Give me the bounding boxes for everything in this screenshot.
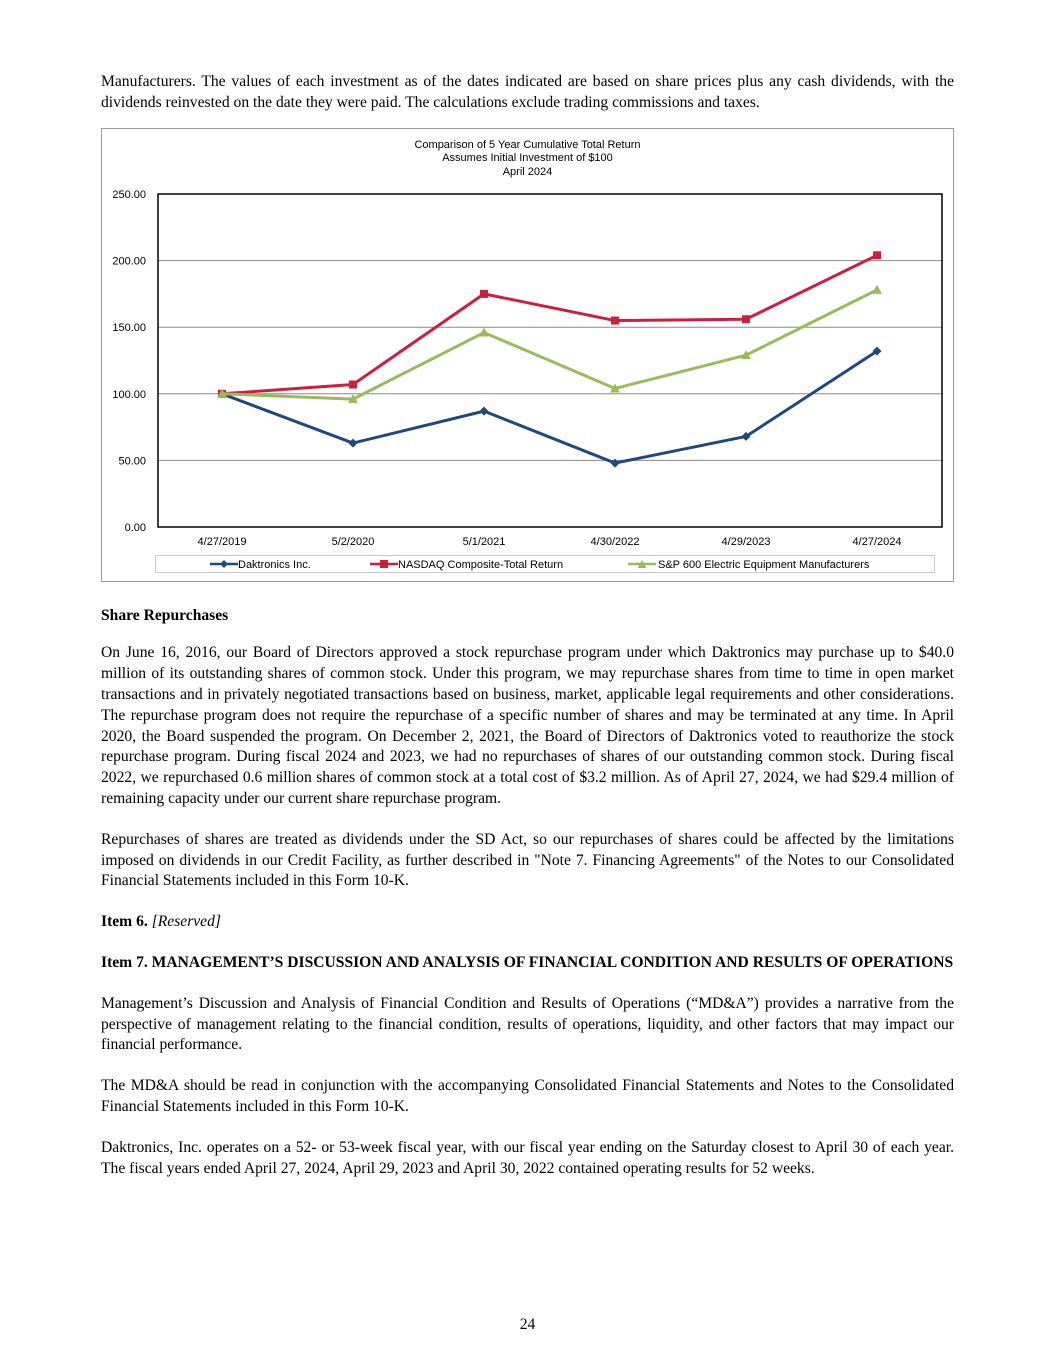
share-repurchases-heading: Share Repurchases bbox=[101, 606, 229, 624]
share-repurchases-paragraph-1: On June 16, 2016, our Board of Directors approved a stock repurchase program under which Daktronics may purchase up to $40.0 million of its outstanding shares of common stock. Under this program, we may repurchase shares from time to time in open market transactions and in privately negotiated transactions based on business, market, applicable legal requirements and other considerations. The repurchase program does not require the repurchase of a specific number of shares and may be terminated at any time. In April 2020, the Board suspended the program. On December 2, 2021, the Board of Directors of Daktronics voted to reauthorize the stock repurchase program. During fiscal 2024 and 2023, we had no repurchases of shares of our outstanding common stock. During fiscal 2022, we repurchased 0.6 million shares of common stock at a total cost of $3.2 million. As of April 27, 2024, we had $29.4 million of remaining capacity under our current share repurchase program. bbox=[101, 644, 954, 807]
data-point bbox=[480, 406, 489, 415]
series-line-1 bbox=[222, 255, 877, 394]
legend-label-daktronics: Daktronics Inc. bbox=[238, 558, 311, 571]
item-6 bbox=[101, 912, 954, 933]
data-point bbox=[872, 284, 882, 293]
y-tick-label: 250.00 bbox=[112, 188, 146, 201]
x-tick-label: 4/27/2024 bbox=[852, 535, 902, 548]
legend-swatch-daktronics bbox=[210, 558, 240, 570]
mdna-paragraph-3: Daktronics, Inc. operates on a 52- or 53-week fiscal year, with our fiscal year ending on the Saturday closest to April 30 of each year. The fiscal years ended April 27, 2024, April 29, 2023 and April 30, 2022 contained operating results for 52 weeks. bbox=[101, 1138, 954, 1177]
data-point bbox=[873, 251, 881, 259]
share-repurchases-paragraph-2: Repurchases of shares are treated as dividends under the SD Act, so our repurchases of shares could be affected by the limitations imposed on dividends in our Credit Facility, as further described in "Note 7. Financing Agreements" of the Notes to our Consolidated Financial Statements included in this Form 10-K. bbox=[101, 830, 954, 890]
legend-label-sp600: S&P 600 Electric Equipment Manufacturers bbox=[658, 558, 870, 571]
chart-title-line-2: Assumes Initial Investment of $100 bbox=[442, 152, 613, 165]
data-point bbox=[349, 438, 358, 447]
document-page bbox=[101, 72, 954, 1199]
chart-legend bbox=[155, 555, 935, 573]
data-point bbox=[349, 380, 357, 388]
data-point bbox=[611, 316, 619, 324]
legend-swatch-sp600 bbox=[628, 558, 658, 570]
mdna-paragraph-2: The MD&A should be read in conjunction with the accompanying Consolidated Financial Statements and Notes to the Consolidated Financial Statements included in this Form 10-K. bbox=[101, 1077, 954, 1115]
y-tick-label: 0.00 bbox=[124, 521, 146, 534]
chart-title-line-3: April 2024 bbox=[502, 165, 553, 178]
x-tick-label: 4/29/2023 bbox=[721, 535, 771, 548]
item-6-text: [Reserved] bbox=[151, 913, 221, 931]
data-point bbox=[480, 289, 488, 297]
data-point bbox=[479, 327, 489, 336]
x-tick-label: 5/2/2020 bbox=[331, 535, 375, 548]
y-tick-label: 150.00 bbox=[112, 321, 146, 334]
intro-paragraph: Manufacturers. The values of each investment as of the dates indicated are based on share prices plus any cash dividends, with the dividends reinvested on the date they were paid. The calculations exclude trading commissions and taxes. bbox=[101, 73, 954, 111]
data-point bbox=[742, 315, 750, 323]
chart-title-line-1: Comparison of 5 Year Cumulative Total Return bbox=[414, 138, 641, 151]
legend-label-nasdaq: NASDAQ Composite-Total Return bbox=[398, 558, 564, 571]
item-6-label: Item 6. bbox=[101, 913, 148, 931]
series-line-0 bbox=[222, 351, 877, 463]
total-return-chart bbox=[101, 128, 954, 582]
mdna-paragraph-1: Management’s Discussion and Analysis of Financial Condition and Results of Operations (“MD&A”) provides a narrative from the perspective of management relating to the financial condition, results of operations, liquidity, and other factors that may impact our financial performance. bbox=[101, 994, 954, 1054]
x-tick-label: 4/30/2022 bbox=[590, 535, 640, 548]
x-tick-label: 4/27/2019 bbox=[197, 535, 247, 548]
y-tick-label: 200.00 bbox=[112, 255, 146, 268]
page-number: 24 bbox=[519, 1316, 536, 1333]
x-tick-label: 5/1/2021 bbox=[462, 535, 506, 548]
legend-swatch-nasdaq bbox=[370, 558, 400, 570]
y-tick-label: 50.00 bbox=[118, 454, 146, 467]
item-7-heading: Item 7. MANAGEMENT’S DISCUSSION AND ANALYSIS OF FINANCIAL CONDITION AND RESULTS OF OPERATIONS bbox=[101, 953, 954, 971]
y-tick-label: 100.00 bbox=[112, 388, 146, 401]
chart-plot bbox=[102, 129, 955, 583]
